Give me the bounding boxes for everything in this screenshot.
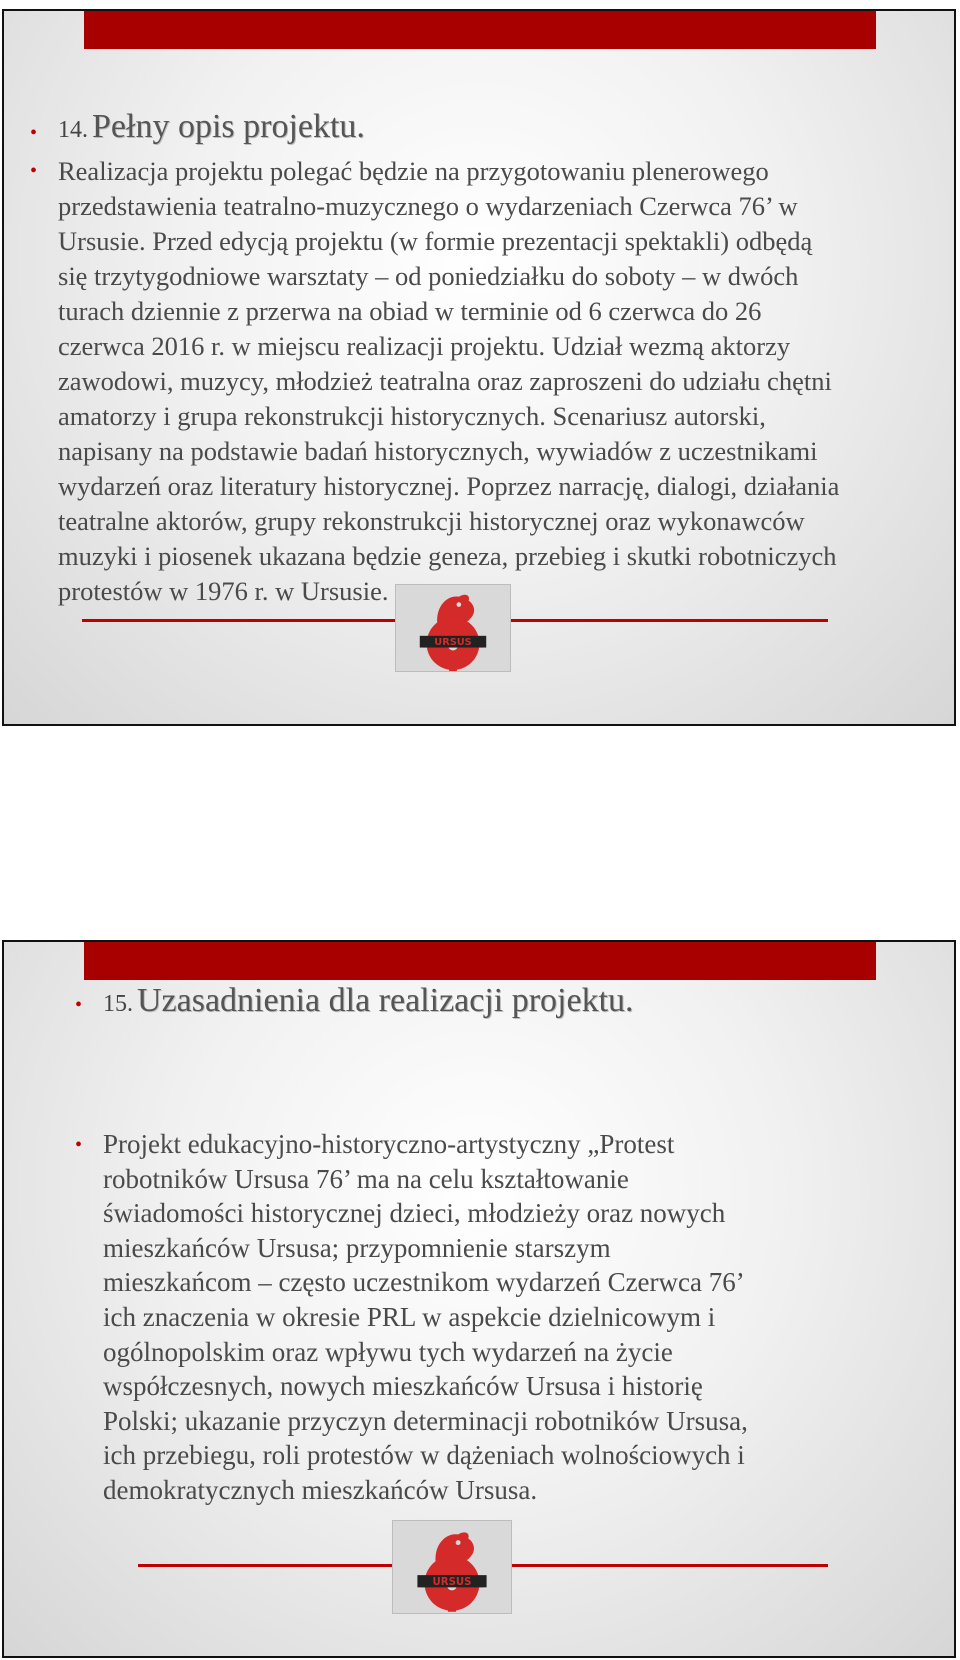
slide-heading	[103, 982, 634, 1020]
footer-rule-right	[512, 1564, 828, 1567]
svg-text:URSUS: URSUS	[432, 1576, 472, 1588]
bullet-icon: •	[75, 994, 83, 1016]
heading-title: Uzasadnienia dla realizacji projektu.	[137, 982, 634, 1019]
footer-rule-left	[138, 1564, 392, 1567]
slide-top-bar	[84, 11, 876, 49]
slide-14	[2, 9, 956, 726]
footer-rule-right	[506, 619, 828, 622]
body-paragraph: Realizacja projektu polegać będzie na przygotowaniu plenerowego przedstawienia teatralno-muzycznego o wydarzeniach Czerwca 76’ w Ursusie. Przed edycją projektu (w formie prezentacji spektakli) odbędą się trzytygodniowe warsztaty – od poniedziałku do soboty – w dwóch turach dziennie z przerwa na obiad w terminie od 6 czerwca do 26 czerwca 2016 r. w miejscu realizacji projektu. Udział wezmą aktorzy zawodowi, muzycy, młodzież teatralna oraz zaproszeni do udziału chętni amatorzy i grupa rekonstrukcji historycznych. Scenariusz autorski, napisany na podstawie badań historycznych, wywiadów z uczestnikami wydarzeń oraz literatury historycznej. Poprzez narrację, dialogi, działania teatralne aktorów, grupy rekonstrukcji historycznej oraz wykonawców muzyki i piosenek ukazana będzie geneza, przebieg i skutki robotniczych protestów w 1976 r. w Ursusie.	[58, 156, 840, 606]
ursus-logo-icon	[392, 1520, 512, 1614]
bullet-icon: •	[75, 1134, 83, 1156]
heading-number: 15.	[103, 991, 133, 1017]
bullet-icon: •	[30, 160, 38, 182]
svg-text:URSUS: URSUS	[434, 637, 472, 649]
body-paragraph: Projekt edukacyjno-historyczno-artystyczny „Protest robotników Ursusa 76’ ma na celu kształtowanie świadomości historycznej dzieci, młodzieży oraz nowych mieszkańców Ursusa; przypomnienie starszym mieszkańcom – często uczestnikom wydarzeń Czerwca 76’ ich znaczenia w okresie PRL w aspekcie dzielnicowym i ogólnopolskim oraz wpływu tych wydarzeń na życie współczesnych, nowych mieszkańców Ursusa i historię Polski; ukazanie przyczyn determinacji robotników Ursusa, ich przebiegu, roli protestów w dążeniach wolnościowych i demokratycznych mieszkańców Ursusa.	[103, 1129, 748, 1505]
footer-rule-left	[82, 619, 396, 622]
ursus-logo-icon	[395, 584, 511, 672]
slide-heading	[58, 108, 365, 146]
heading-number: 14.	[58, 117, 88, 143]
slide-top-bar	[84, 942, 876, 980]
heading-title: Pełny opis projektu.	[92, 108, 365, 145]
slide-15	[2, 940, 956, 1658]
bullet-icon: •	[30, 122, 38, 144]
